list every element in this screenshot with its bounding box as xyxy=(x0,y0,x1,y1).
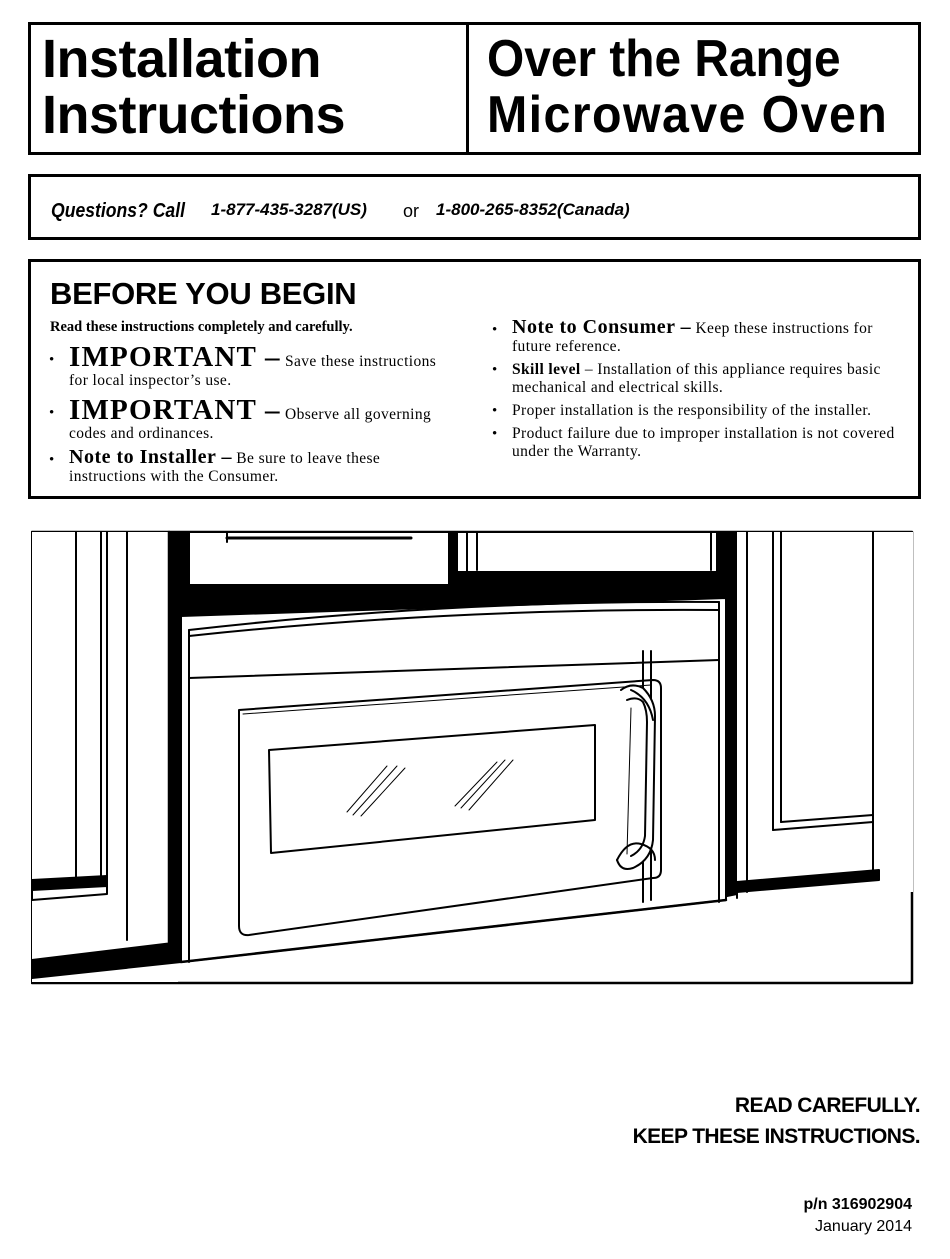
list-item xyxy=(491,318,911,356)
product-title-line-1: Over the Range xyxy=(486,30,841,88)
before-you-begin-box xyxy=(28,259,921,499)
microwave-illustration xyxy=(31,530,914,985)
item-strong: IMPORTANT – xyxy=(69,394,281,426)
bullet: • xyxy=(492,322,498,338)
list-item xyxy=(491,425,911,461)
publication-date: January 2014 xyxy=(815,1218,912,1235)
right-cabinet-drawing xyxy=(717,532,913,898)
item-text: – Installation of this appliance requires basic mechanical and electrical skills. xyxy=(512,361,881,396)
bullet: • xyxy=(492,426,498,442)
before-you-begin-heading: BEFORE YOU BEGIN xyxy=(50,276,357,311)
list-item xyxy=(491,402,911,420)
item-text: Proper installation is the responsibility of the installer. xyxy=(512,402,872,419)
before-you-begin-intro: Read these instructions completely and carefully. xyxy=(50,319,353,335)
bullet: • xyxy=(49,405,55,421)
phone-canada: 1-800-265-8352(Canada) xyxy=(436,200,630,219)
title-line-1: Installation xyxy=(42,29,322,89)
item-text: Be sure to leave these instructions with the Consumer. xyxy=(69,450,381,485)
right-notes-column xyxy=(491,318,911,466)
item-strong: Note to Installer – xyxy=(69,446,232,468)
title-line-2: Instructions xyxy=(42,85,346,145)
microwave-body-drawing xyxy=(181,598,726,962)
read-carefully-line-2: KEEP THESE INSTRUCTIONS. xyxy=(632,1125,920,1148)
bullet: • xyxy=(492,403,498,419)
left-notes-column xyxy=(48,342,458,491)
list-item xyxy=(48,448,458,486)
bullet: • xyxy=(49,352,55,368)
item-text: Keep these instructions for future reference. xyxy=(512,320,873,355)
item-strong: IMPORTANT – xyxy=(69,341,281,373)
left-cabinet-drawing xyxy=(32,532,181,982)
item-strong: Skill level xyxy=(512,361,581,378)
title-box xyxy=(28,22,921,155)
list-item xyxy=(48,342,458,390)
item-text: Observe all governing codes and ordinances. xyxy=(69,406,432,442)
product-title-line-2: Microwave Oven xyxy=(486,86,888,144)
read-carefully-notice xyxy=(633,1090,920,1152)
document-title xyxy=(31,25,469,152)
item-strong: Note to Consumer – xyxy=(512,316,692,338)
questions-label: Questions? Call xyxy=(51,200,185,222)
read-carefully-line-1: READ CAREFULLY. xyxy=(734,1094,920,1117)
phone-separator: or xyxy=(403,201,420,221)
part-number-block xyxy=(803,1194,912,1238)
phone-us: 1-877-435-3287(US) xyxy=(211,200,367,219)
bullet: • xyxy=(49,452,55,468)
item-text: Save these instructions for local inspector’s use. xyxy=(69,353,437,389)
item-text: Product failure due to improper installation is not covered under the Warranty. xyxy=(512,425,895,460)
list-item xyxy=(491,361,911,397)
questions-box xyxy=(28,174,921,240)
product-title xyxy=(469,25,918,152)
part-number: p/n 316902904 xyxy=(803,1196,912,1213)
bullet: • xyxy=(492,362,498,378)
list-item xyxy=(48,395,458,443)
